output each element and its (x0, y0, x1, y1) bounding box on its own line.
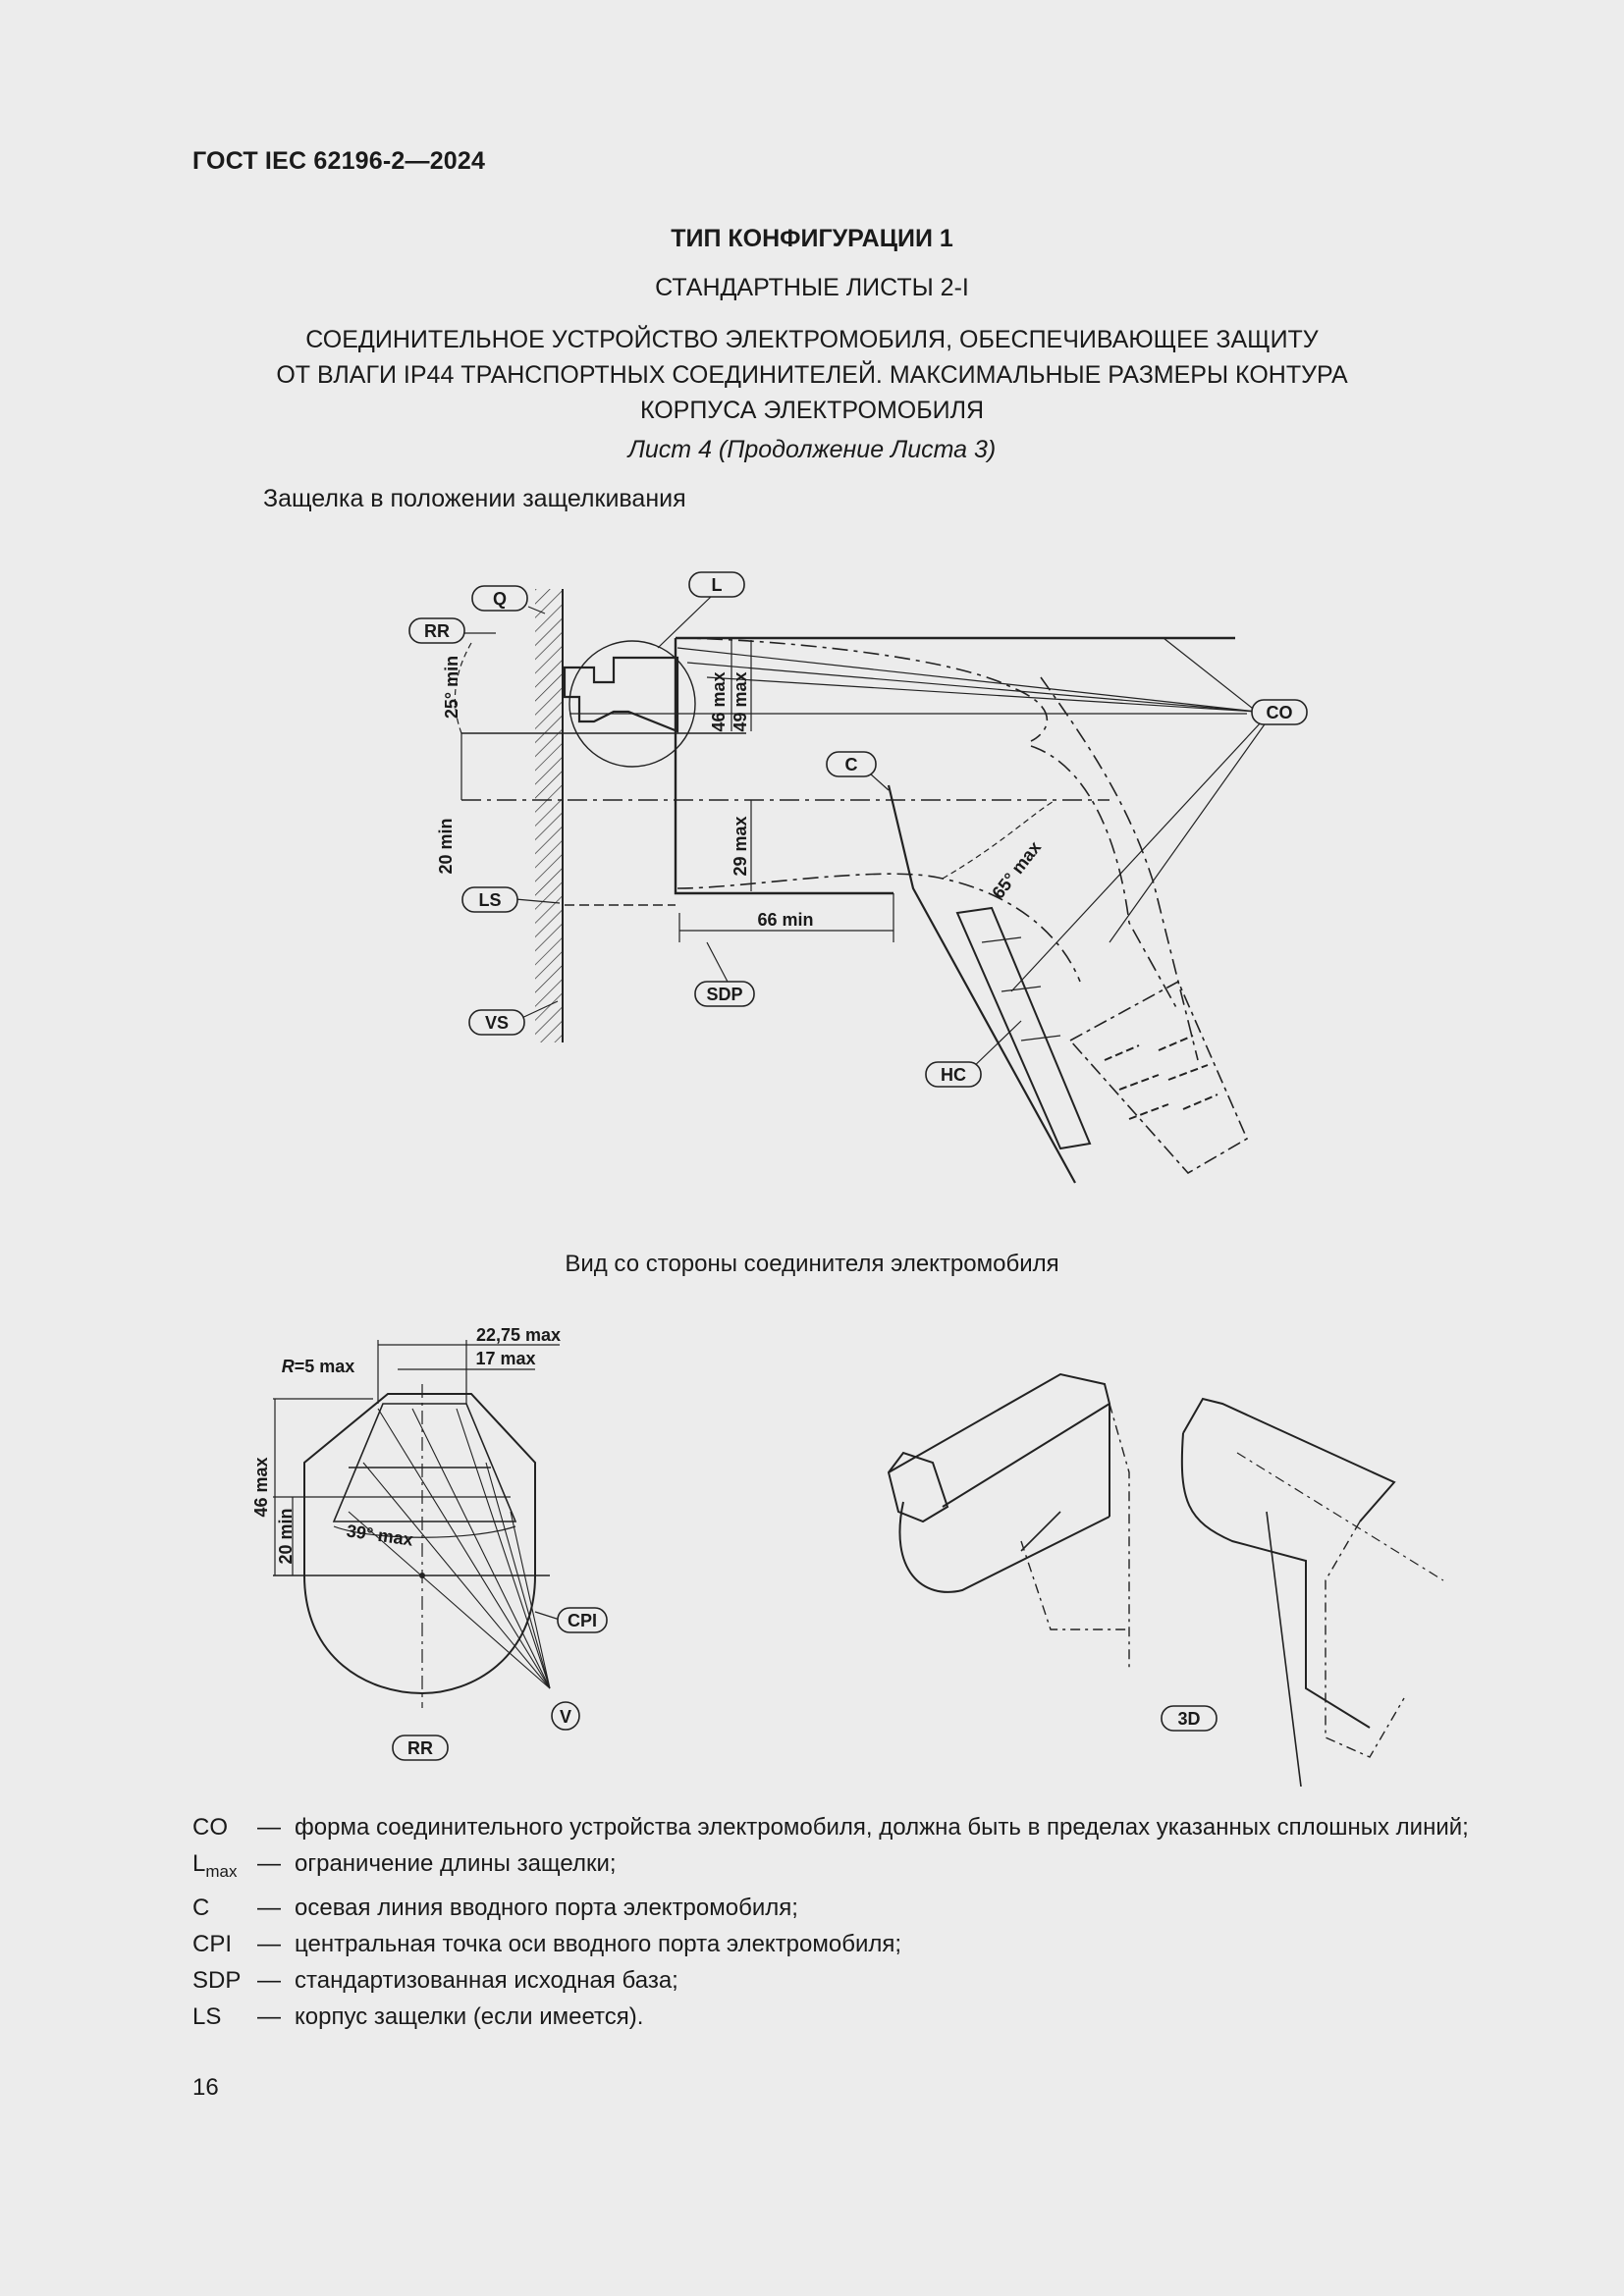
title-line: СОЕДИНИТЕЛЬНОЕ УСТРОЙСТВО ЭЛЕКТРОМОБИЛЯ, ОБЕСПЕЧИВАЮЩЕЕ ЗАЩИТУ (305, 326, 1319, 353)
standard-sheets-heading: СТАНДАРТНЫЕ ЛИСТЫ 2-I (655, 274, 969, 301)
label-rr2: RR (407, 1738, 433, 1758)
co-line (1011, 721, 1262, 991)
angle-65-arc (943, 800, 1056, 879)
dim-29: 29 max (731, 816, 750, 877)
legend (192, 1809, 1469, 2035)
label-l: L (711, 575, 723, 595)
legend-code-main: L (192, 1850, 206, 1877)
dim-46b: 46 max (251, 1457, 271, 1518)
label-ls: LS (478, 890, 502, 910)
latch-body (565, 658, 677, 731)
legend-dash: — (257, 2002, 281, 2030)
connector-contour (1031, 746, 1178, 1011)
figure2-caption: Вид со стороны соединителя электромобиля (565, 1251, 1059, 1277)
dim-r5 (282, 1357, 355, 1376)
3d-right-axis (1237, 1453, 1443, 1580)
label-rr: RR (424, 621, 450, 641)
legend-dash: — (257, 1966, 281, 1994)
co-line (1110, 721, 1267, 942)
legend-dash: — (257, 1894, 281, 1921)
legend-row (192, 1962, 1469, 1999)
dim-66: 66 min (757, 910, 814, 930)
dim-r5-letter: R (281, 1357, 295, 1376)
dim-2275: 22,75 max (475, 1325, 562, 1345)
legend-code: SDP (192, 1966, 242, 1994)
configuration-type-heading: ТИП КОНФИГУРАЦИИ 1 (671, 225, 953, 252)
dim-17: 17 max (475, 1349, 536, 1368)
co-line (707, 677, 1257, 712)
dim-r5-value: =5 max (294, 1357, 355, 1376)
label-vs: VS (484, 1013, 510, 1033)
legend-code: LS (192, 2002, 222, 2030)
cpi-point (419, 1573, 425, 1578)
page-number: 16 (192, 2074, 219, 2101)
handle-line (889, 785, 1075, 1183)
legend-code (192, 1845, 257, 1890)
co-line (687, 663, 1257, 712)
leader-sdp (707, 942, 729, 984)
co-line (1164, 638, 1257, 712)
legend-row (192, 1845, 1469, 1890)
dim-angle-25: 25° min (442, 655, 461, 720)
legend-row (192, 1809, 1469, 1845)
cable-ribs (1105, 1036, 1218, 1119)
co-line (677, 648, 1257, 712)
legend-text: осевая линия вводного порта электромобиля; (295, 1894, 798, 1921)
3d-left-top (889, 1374, 1110, 1507)
dim-angle-39: 39° max (345, 1521, 415, 1550)
leader-cpi (535, 1612, 560, 1620)
cable-outline (1070, 982, 1247, 1173)
legend-row (192, 1926, 1469, 1962)
dim-20: 20 min (436, 818, 456, 875)
legend-text: ограничение длины защелки; (295, 1850, 617, 1877)
label-hc: HC (941, 1065, 966, 1085)
3d-right-dash (1326, 1522, 1404, 1757)
title-line: КОРПУСА ЭЛЕКТРОМОБИЛЯ (639, 397, 985, 424)
connector-contour (677, 874, 1080, 982)
legend-code: CPI (192, 1930, 233, 1957)
legend-row (192, 1890, 1469, 1926)
label-co: CO (1266, 703, 1293, 722)
dim-20b: 20 min (276, 1508, 296, 1565)
handle-hatch (1021, 1036, 1060, 1041)
label-3d: 3D (1177, 1709, 1201, 1729)
vehicle-surface-hatch (535, 589, 563, 1042)
handle-grip (957, 908, 1090, 1148)
label-cpi: CPI (567, 1611, 598, 1630)
label-q: Q (492, 589, 508, 609)
dim-46: 46 max (709, 671, 729, 732)
label-sdp: SDP (706, 985, 743, 1004)
legend-text: корпус защелки (если имеется). (295, 2002, 644, 2030)
standard-header: ГОСТ IEC 62196-2—2024 (192, 147, 486, 175)
figure1-caption: Защелка в положении защелкивания (263, 485, 686, 512)
leader-c (870, 774, 889, 790)
dim-49: 49 max (731, 671, 750, 732)
legend-text: форма соединительного устройства электромобиля, должна быть в пределах указанных сплошных линий; (295, 1814, 1469, 1841)
legend-code: C (192, 1894, 210, 1921)
handle-hatch (1001, 987, 1041, 991)
legend-text: центральная точка оси вводного порта электромобиля; (295, 1930, 902, 1957)
legend-code: CO (192, 1814, 228, 1841)
label-c: C (844, 755, 858, 774)
title-line: ОТ ВЛАГИ IP44 ТРАНСПОРТНЫХ СОЕДИНИТЕЛЕЙ. МАКСИМАЛЬНЫЕ РАЗМЕРЫ КОНТУРА (276, 361, 1348, 389)
sheet-number: Лист 4 (Продолжение Листа 3) (627, 436, 997, 463)
dim-angle-65: 65° max (988, 837, 1046, 903)
legend-row (192, 1999, 1469, 2035)
legend-dash: — (257, 1930, 281, 1957)
3d-right-top (1183, 1399, 1394, 1522)
front-view-drawing (0, 1276, 1624, 1787)
3d-left-latch (889, 1453, 947, 1522)
handle-hatch (982, 937, 1021, 942)
inlet-outline (304, 1394, 535, 1693)
3d-right-stem (1267, 1512, 1306, 1787)
label-v: V (559, 1707, 572, 1727)
legend-dash: — (257, 1850, 281, 1877)
v-lines (349, 1409, 550, 1688)
legend-code-sub: max (205, 1861, 238, 1881)
legend-text: стандартизованная исходная база; (295, 1966, 678, 1994)
leader-l (658, 595, 713, 648)
3d-left-dash (1021, 1541, 1129, 1629)
legend-dash: — (257, 1814, 281, 1841)
